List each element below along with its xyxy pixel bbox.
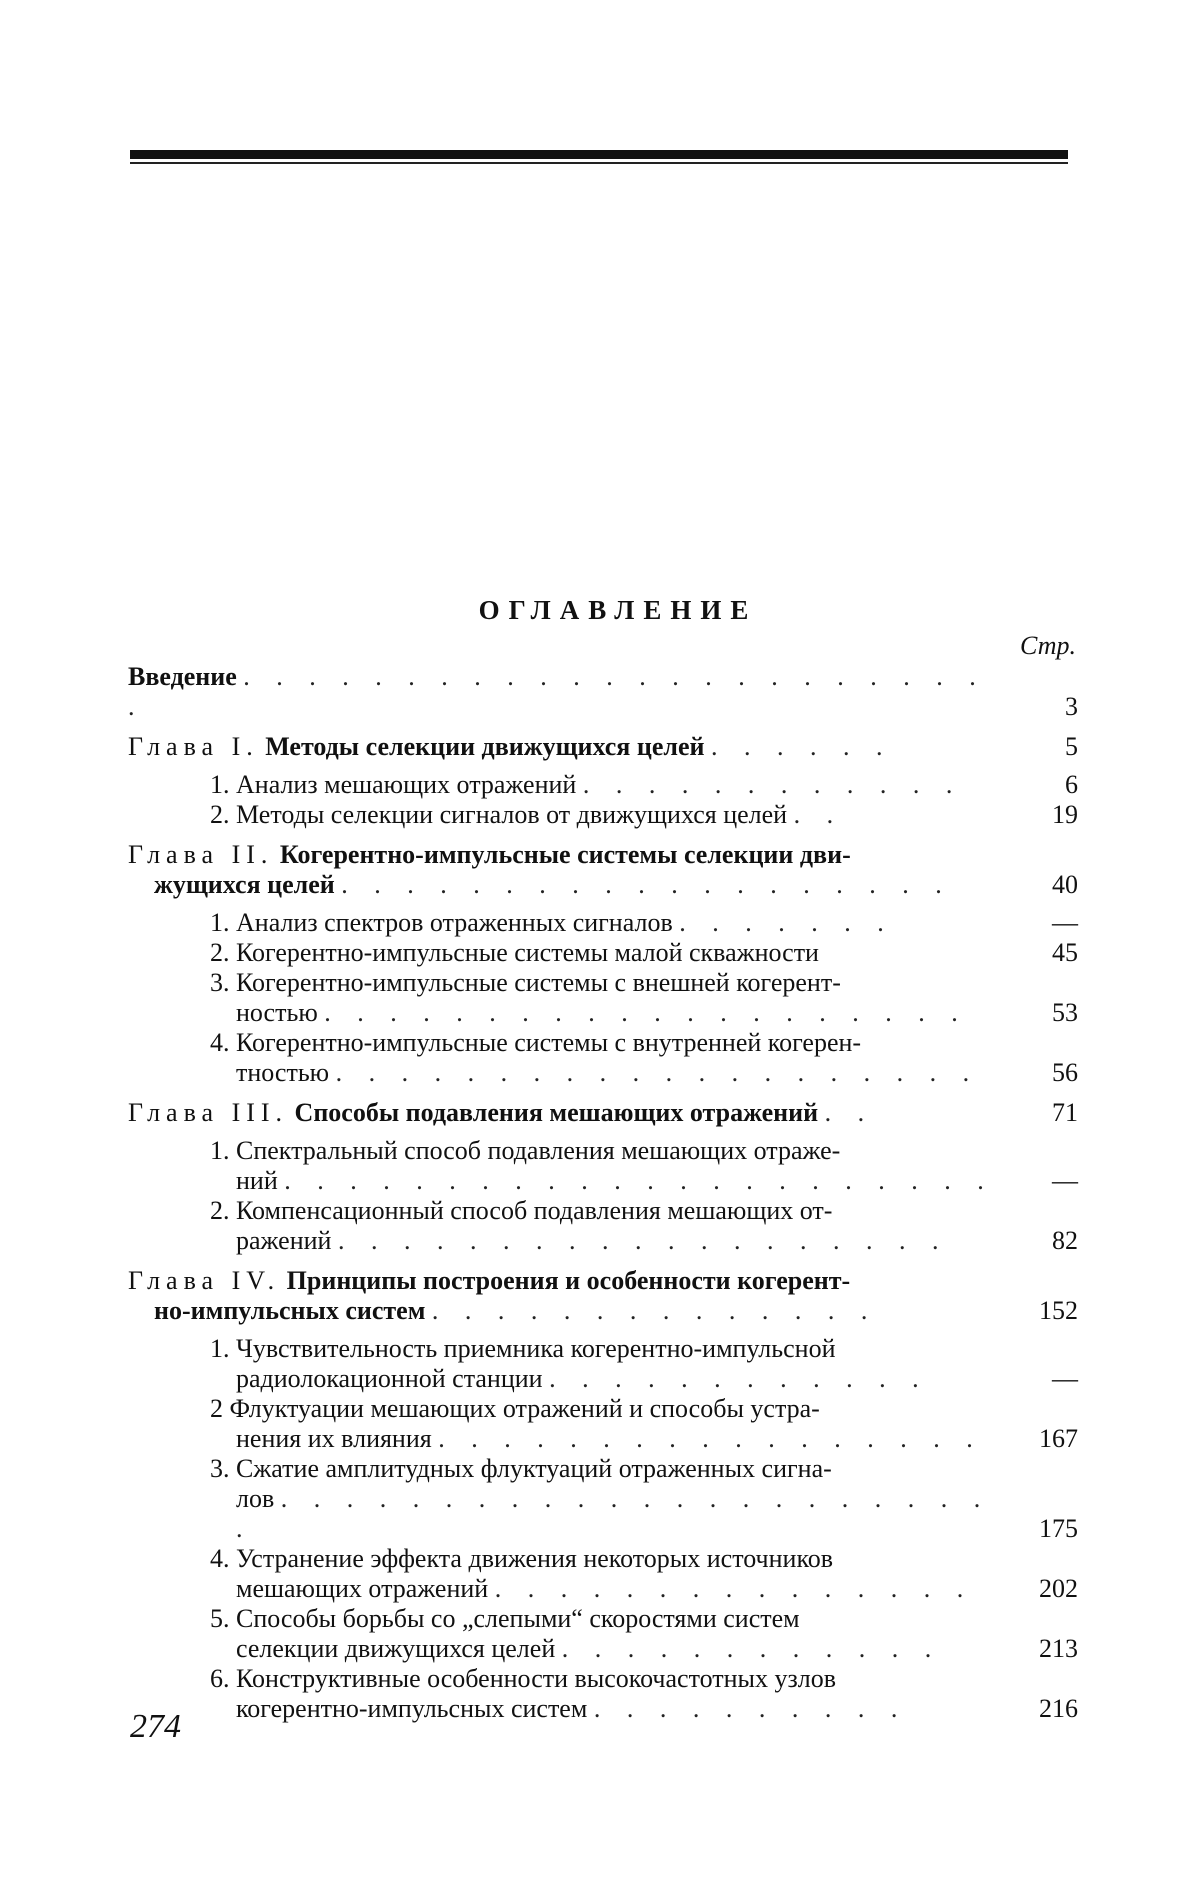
section-text-line2: тностью: [236, 1058, 330, 1087]
leader-dots: . . . . . . . . . .: [593, 1694, 908, 1723]
section-page: 19: [1052, 800, 1078, 829]
chapter-title-line1: Когерентно-импульсные системы селекции дви-: [279, 840, 851, 869]
section-text-line2: ний: [236, 1166, 278, 1195]
leader-dots: . . . . . . . . . . . . . . . . . . .: [337, 1226, 949, 1255]
section-page: 213: [1039, 1634, 1078, 1663]
section-text-line2: когерентно-импульсных систем: [236, 1694, 588, 1723]
leader-dots: . . . . . . . . . . . . . . . . . . . . . .: [284, 1166, 994, 1195]
toc-section: [128, 1394, 1078, 1454]
section-text-line1: 3. Сжатие амплитудных флуктуаций отраженных сигна-: [210, 1454, 832, 1483]
toc-section: [128, 1028, 1078, 1088]
section-text: 1. Анализ мешающих отражений: [210, 770, 577, 799]
section-text-line2: лов: [236, 1484, 275, 1513]
toc-section: [128, 800, 1078, 830]
leader-dots: . . . . . . .: [679, 908, 894, 937]
toc-section: [128, 1136, 1078, 1196]
leader-dots: . . . . . . . . . . . . . .: [431, 1296, 878, 1325]
toc-section: [128, 938, 1078, 968]
section-text-line2: радиолокационной станции: [236, 1364, 543, 1393]
chapter-prefix: Глава IV.: [128, 1266, 281, 1295]
leader-dots: . . . . . . . . . . . .: [582, 770, 963, 799]
chapter-title-line2: жущихся целей: [154, 870, 335, 899]
toc-section: [128, 1454, 1078, 1544]
toc-chapter-2: [128, 840, 1078, 900]
section-page: 6: [1065, 770, 1078, 799]
section-page: 216: [1039, 1694, 1078, 1723]
section-text: 1. Анализ спектров отраженных сигналов: [210, 908, 673, 937]
leader-dots: . .: [793, 800, 844, 829]
leader-dots: . . . . . . . . . . . . . . . . . . . . . . .: [236, 1484, 991, 1543]
section-text-line2: ражений: [236, 1226, 332, 1255]
section-text-line1: 1. Чувствительность приемника когерентно-импульсной: [210, 1334, 836, 1363]
toc-section: [128, 968, 1078, 1028]
section-text-line1: 1. Спектральный способ подавления мешающих отраже-: [210, 1136, 841, 1165]
section-text-line2: нения их влияния: [236, 1424, 432, 1453]
section-page: 56: [1052, 1058, 1078, 1087]
chapter-page: 40: [1052, 870, 1078, 899]
section-text-line1: 5. Способы борьбы со „слепыми“ скоростями систем: [210, 1604, 800, 1633]
intro-label: Введение: [128, 662, 237, 691]
leader-dots: . . . . . . . . . . . . . . .: [494, 1574, 974, 1603]
leader-dots: . . . . . . . . . . . . . . . . .: [438, 1424, 983, 1453]
chapter-title-line2: но-импульсных систем: [154, 1296, 426, 1325]
section-page: —: [1052, 1166, 1078, 1195]
toc-section: [128, 1604, 1078, 1664]
toc-section: [128, 1664, 1078, 1724]
section-page: 202: [1039, 1574, 1078, 1603]
chapter-title: Методы селекции движущихся целей: [265, 732, 705, 761]
toc-entry-intro: [128, 662, 1078, 722]
section-text-line1: 6. Конструктивные особенности высокочастотных узлов: [210, 1664, 837, 1693]
table-of-contents: [128, 590, 1078, 1724]
chapter-prefix: Глава III.: [128, 1098, 289, 1127]
page-column-label: Стр.: [1020, 631, 1076, 660]
toc-section: [128, 770, 1078, 800]
toc-chapter-3: [128, 1098, 1078, 1128]
section-text-line1: 2 Флуктуации мешающих отражений и способы устра-: [210, 1394, 820, 1423]
header-rule-thick: [130, 150, 1068, 159]
toc-section: [128, 908, 1078, 938]
section-text-line2: ностью: [236, 998, 318, 1027]
section-text: 2. Когерентно-импульсные системы малой скважности: [210, 938, 819, 967]
leader-dots: . . . . . . . . . . . . . . . . . . . .: [324, 998, 968, 1027]
section-text-line2: мешающих отражений: [236, 1574, 489, 1603]
toc-section: [128, 1334, 1078, 1394]
chapter-prefix: Глава II.: [128, 840, 274, 869]
leader-dots: . .: [824, 1098, 875, 1127]
section-page: 167: [1039, 1424, 1078, 1453]
header-rule-thin: [130, 162, 1068, 164]
section-text-line1: 4. Когерентно-импульсные системы с внутренней когерен-: [210, 1028, 862, 1057]
toc-title: ОГЛАВЛЕНИЕ: [478, 595, 758, 625]
section-page: 82: [1052, 1226, 1078, 1255]
toc-section: [128, 1196, 1078, 1256]
chapter-page: 5: [1065, 732, 1078, 761]
section-page: 53: [1052, 998, 1078, 1027]
section-text: 2. Методы селекции сигналов от движущихся целей: [210, 800, 788, 829]
leader-dots: . . . . . . . . . . . . . . . . . . .: [341, 870, 952, 899]
toc-section: [128, 1544, 1078, 1604]
chapter-page: 152: [1039, 1296, 1078, 1325]
leader-dots: . . . . . .: [711, 732, 893, 761]
toc-chapter-4: [128, 1266, 1078, 1326]
leader-dots: . . . . . . . . . . . .: [549, 1364, 929, 1393]
chapter-page: 71: [1052, 1098, 1078, 1127]
section-page: 45: [1052, 938, 1078, 967]
leader-dots: . . . . . . . . . . . . . . . . . . . .: [335, 1058, 980, 1087]
leader-dots: . . . . . . . . . . . . . . . . . . . . . . . .: [128, 662, 986, 721]
section-text-line2: селекции движущихся целей: [236, 1634, 556, 1663]
section-text-line1: 3. Когерентно-импульсные системы с внешней когерент-: [210, 968, 841, 997]
leader-dots: . . . . . . . . . . . .: [561, 1634, 942, 1663]
section-page: —: [1052, 1364, 1078, 1393]
chapter-prefix: Глава I.: [128, 732, 259, 761]
toc-chapter-1: [128, 732, 1078, 762]
section-text-line1: 4. Устранение эффекта движения некоторых источников: [210, 1544, 834, 1573]
page-number: 274: [130, 1708, 181, 1745]
intro-page: 3: [1065, 692, 1078, 721]
section-page: 175: [1039, 1514, 1078, 1543]
chapter-title-line1: Принципы построения и особенности когерент-: [286, 1266, 851, 1295]
chapter-title: Способы подавления мешающих отражений: [294, 1098, 819, 1127]
section-text-line1: 2. Компенсационный способ подавления мешающих от-: [210, 1196, 833, 1225]
section-page: —: [1052, 908, 1078, 937]
